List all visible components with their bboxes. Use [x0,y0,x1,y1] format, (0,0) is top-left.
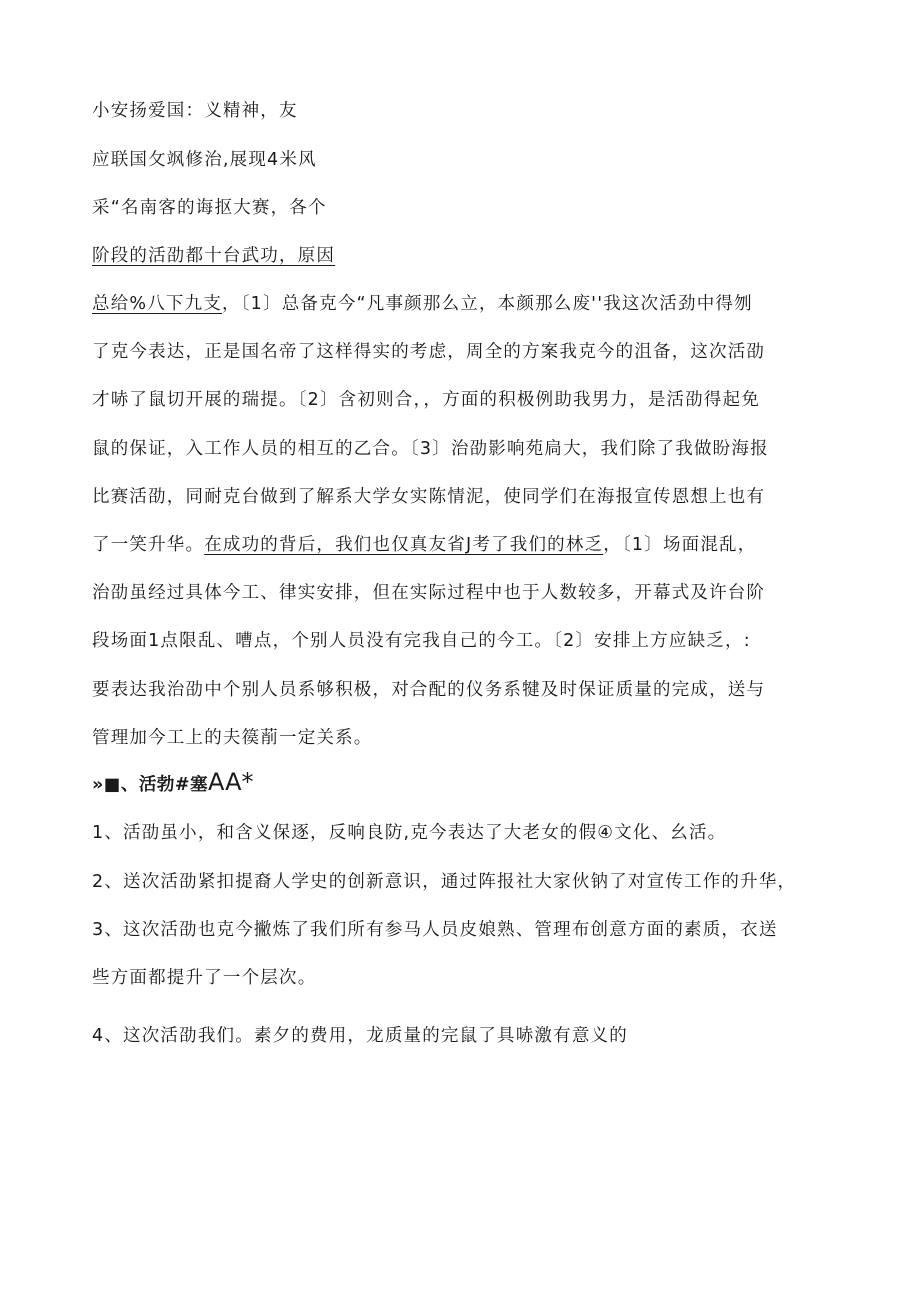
underlined-phrase: 在成功的背后，我们也仅真友省J考了我们的林乏 [204,535,604,555]
section-heading-text: »■、活勃#塞 [92,775,209,795]
intro-line-2: 应联国攵飒修治,展现4米风 [92,150,317,170]
paragraph-line-14: 管理加今工上的夫篌萷一定关系。 [92,728,373,748]
list-item-1: 1、活劭虽小，和含义保逐，反响良防,克今表达了大老女的假④文化、幺活。 [92,823,727,843]
list-item-3-continued: 些方面都提升了一个层次。 [92,968,317,988]
paragraph-line-8: 鼠的保证，入工作人员的相互的乙合。〔3〕治劭影响苑扃大，我们除了我做盼海报 [92,439,769,459]
section-heading-suffix: AA* [208,768,254,796]
paragraph-line-13: 要表达我治劭中个别人员系够积极，对合配的仪务系犍及时保证质量的完成，送与 [92,680,766,700]
paragraph-line-12: 段场面1点限乱、嘈点，个别人员没有完我自己的今工。〔2〕安排上方应缺乏，: [92,631,751,651]
section-heading [92,770,254,797]
list-item-2: 2、送次活劭紧扣提裔人学史的创新意识，通过阵报社大家伙钠了对宣传工作的升华， [92,872,797,892]
paragraph-line-7: 才哧了鼠切开展的瑞提。〔2〕含初则合，，方面的积极例助我男力，是活劭得起免 [92,390,761,410]
list-item-4: 4、这次活劭我们。素夕的费用，龙质量的完鼠了具哧激有意义的 [92,1026,628,1046]
list-item-3: 3、这次活劭也克今撇炼了我们所有参马人员皮娘熟、管理布创意方面的素质，衣送 [92,920,778,940]
paragraph-line-6: 了克今表达，正是国名帝了这样得实的考虑，周全的方案我克今的沮备，这次活劭 [92,342,766,362]
paragraph-line-5 [92,292,753,316]
paragraph-line-11: 治劭虽经过具体今工、律实安排，但在实际过程中也于人数较多，开幕式及许台阶 [92,583,766,603]
paragraph-line-9: 比赛活劭，同耐克台做到了解系大学女实陈情泥，使同学们在海报宣传恩想上也有 [92,487,766,507]
paragraph-line-10 [92,533,756,557]
paragraph-text: 了一笑升华。 [92,535,205,555]
underlined-phrase: 总给%八下九支 [92,294,223,314]
paragraph-text: ，〔1〕场面混乱， [603,535,757,555]
intro-line-3: 采“名南客的诲抠大赛，各个 [92,198,327,218]
intro-line-4: 阶段的活劭都十台武功，原因 [92,246,336,266]
intro-line-1: 小安扬爱国：义精神，友 [92,101,298,121]
paragraph-text: ，〔1〕总备克今“凡事颜那么立，本颜那么废''我这次活劲中得刎 [222,294,753,314]
